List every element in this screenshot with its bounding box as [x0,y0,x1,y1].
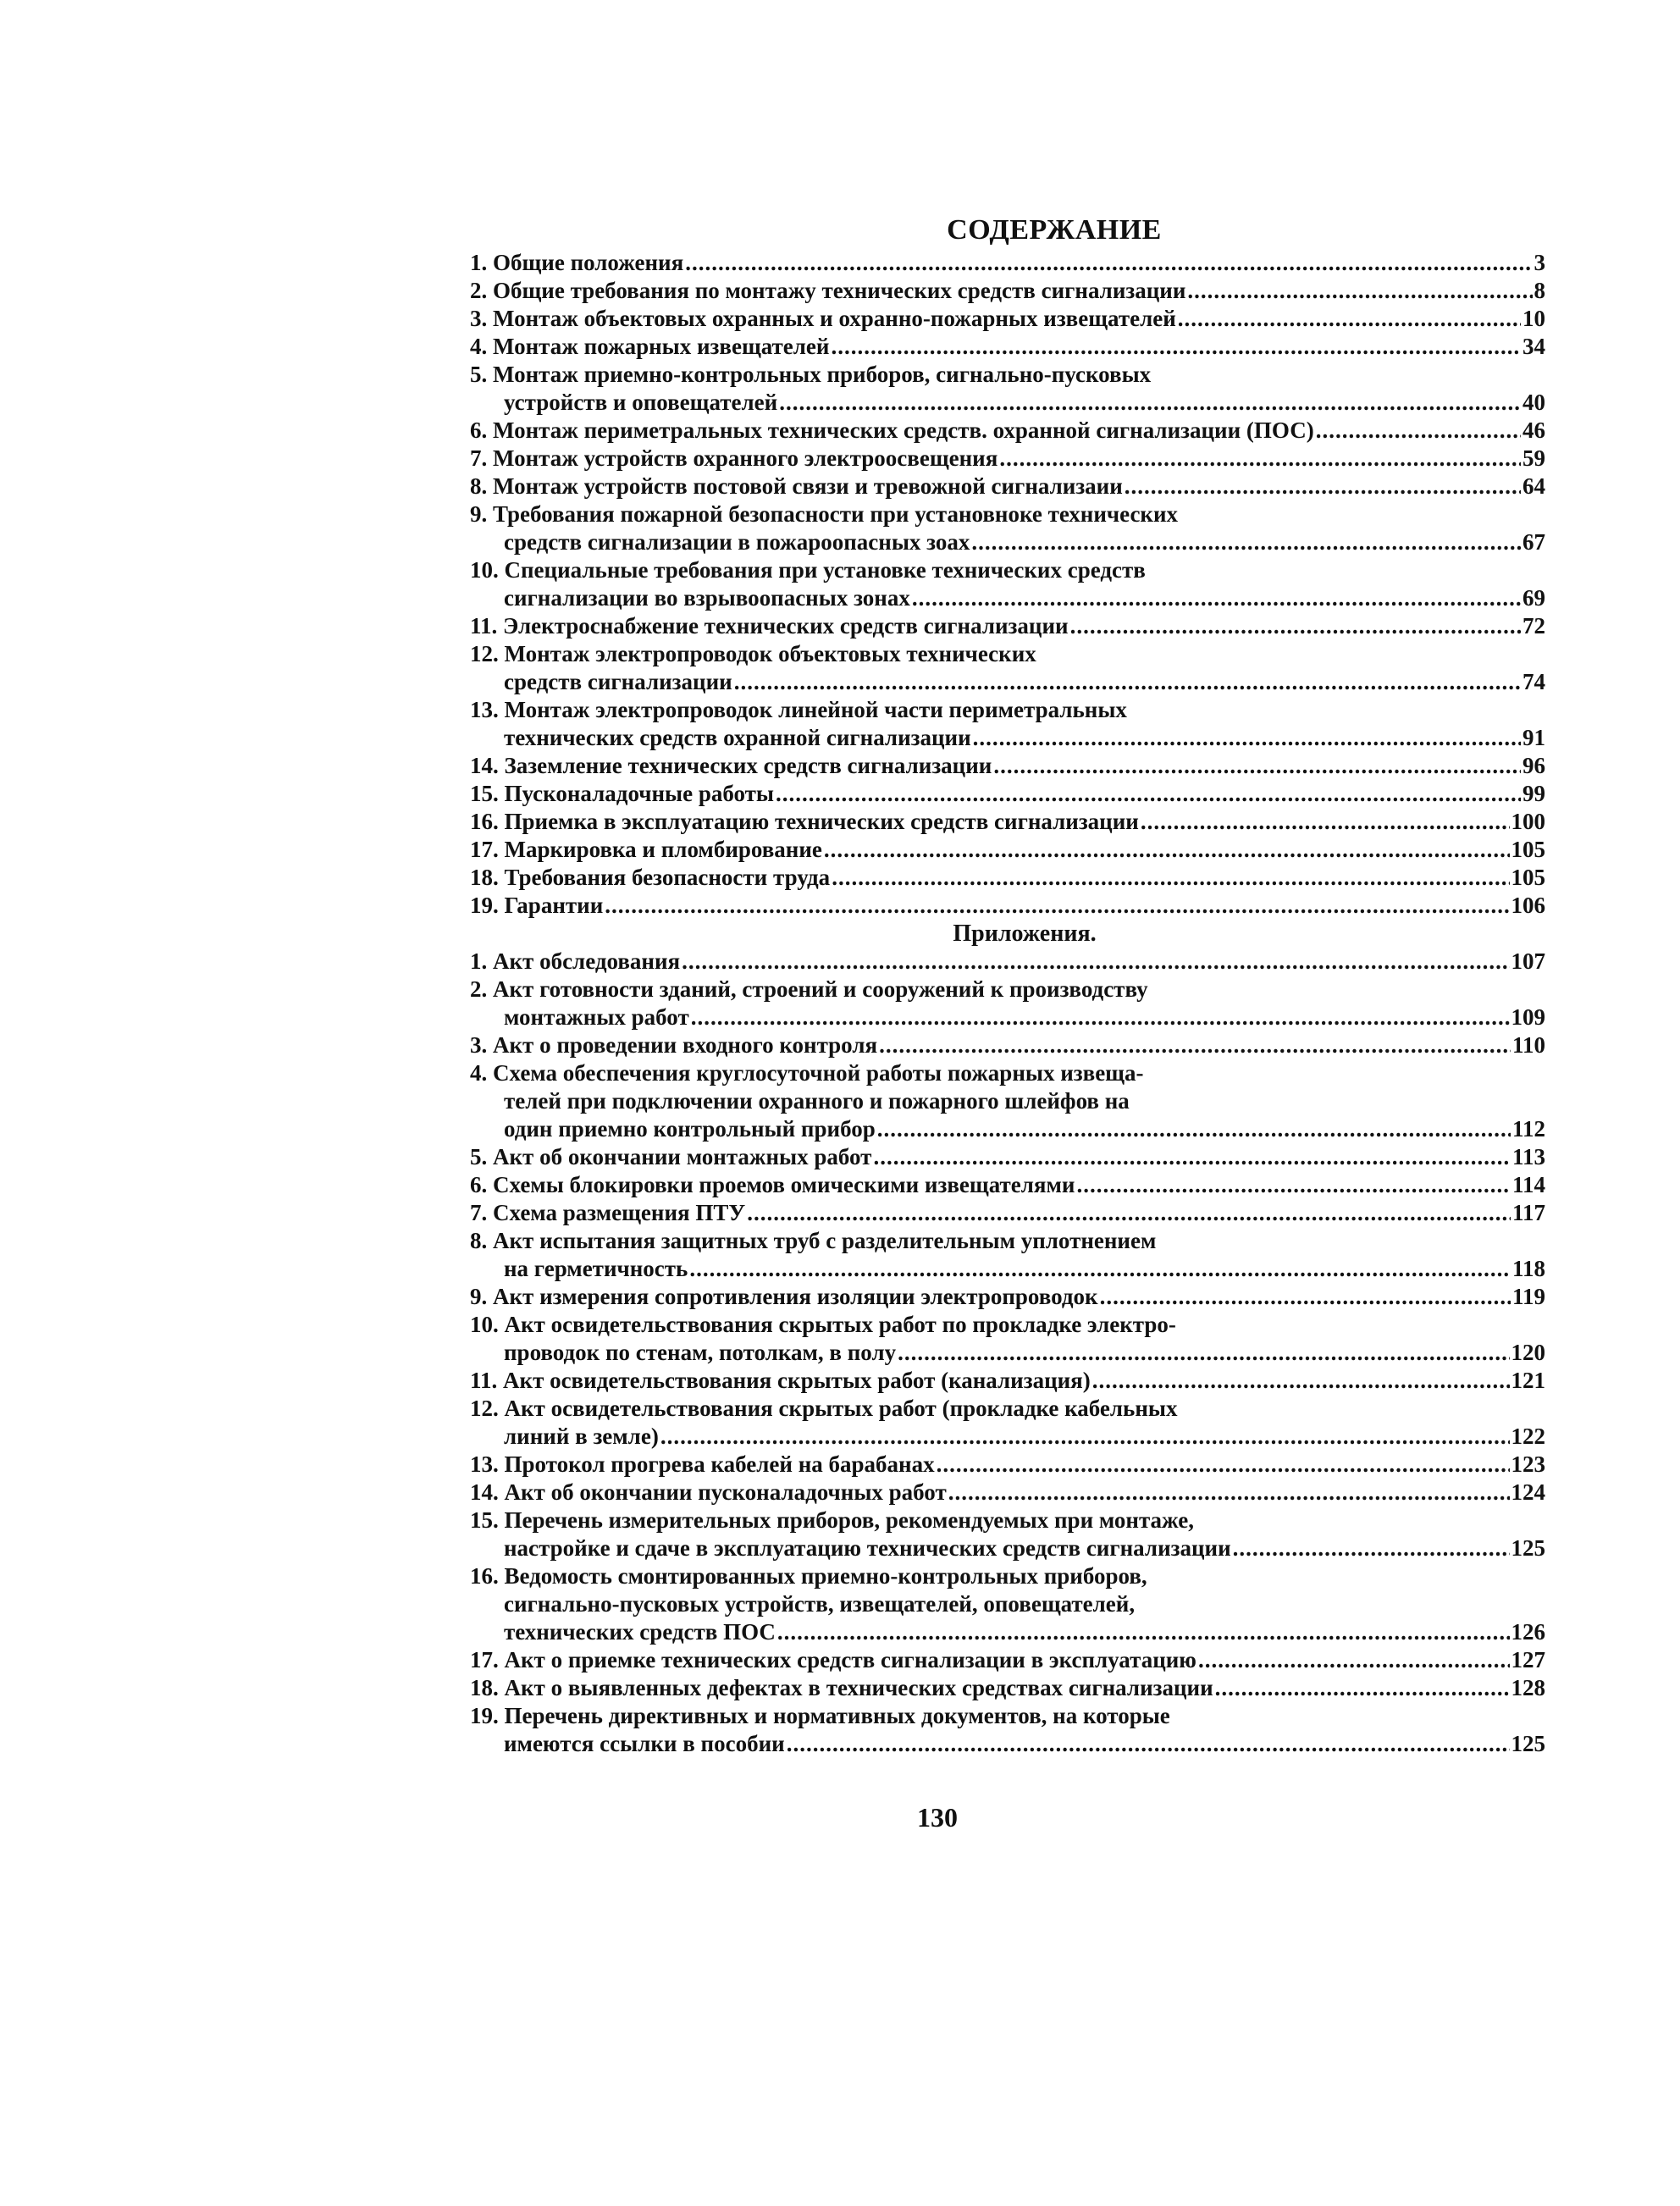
toc-entry [470,1507,1545,1562]
toc-entry-page: 107 [1511,948,1545,974]
toc-leader-dots [685,249,1532,277]
toc-entry-page: 128 [1511,1675,1545,1700]
toc-entry-line [470,1199,1545,1227]
toc-entry-line [470,612,1545,640]
toc-entry-page: 125 [1511,1731,1545,1756]
toc-entry-line [470,333,1545,361]
toc-entry-title: 8. Монтаж устройств постовой связи и тревожной сигнализаии [470,473,1123,499]
toc-leader-dots [787,1730,1510,1758]
toc-leader-dots [1316,417,1521,445]
toc-entry-page: 113 [1511,1144,1545,1169]
toc-entry-page: 119 [1511,1284,1545,1309]
toc-leader-dots [1100,1283,1511,1311]
toc-entry [470,640,1545,696]
toc-entry [470,836,1545,864]
toc-entry-title: 1. Акт обследования [470,948,681,974]
toc-entry-title: настройке и сдаче в эксплуатацию технических средств сигнализации [504,1535,1231,1561]
toc-entry [470,696,1545,752]
toc-entry-page: 124 [1511,1479,1545,1505]
toc-leader-dots [1178,305,1521,333]
toc-entry [470,780,1545,808]
toc-entry [470,1283,1545,1311]
toc-entry-title: 4. Монтаж пожарных извещателей [470,334,830,359]
toc-entry-line [470,1171,1545,1199]
toc-leader-dots [1076,1171,1511,1199]
toc-heading: СОДЕРЖАНИЕ [947,214,1162,246]
toc-entry-page: 100 [1511,809,1545,834]
toc-entry-line [470,1115,1545,1143]
toc-leader-dots [1198,1646,1510,1674]
toc-leader-dots [832,864,1509,892]
toc-entry [470,445,1545,473]
toc-entry-line [470,1339,1545,1367]
toc-entry-line [470,808,1545,836]
toc-entry [470,277,1545,305]
toc-entry-title: средств сигнализации в пожароопасных зоах [504,529,970,555]
toc-entry [470,612,1545,640]
toc-entry-line [470,1590,1545,1618]
toc-entry-title: 7. Монтаж устройств охранного электроосвещения [470,445,998,471]
toc-entry-line [470,1646,1545,1674]
toc-entry-page: 112 [1511,1116,1545,1142]
toc-entry-title: 4. Схема обеспечения круглосуточной работы пожарных извеща- [470,1060,1144,1086]
toc-entry-title: монтажных работ [504,1004,689,1030]
toc-entry-page: 64 [1522,473,1545,499]
toc-entry-title: сигнально-пусковых устройств, извещателей, оповещателей, [504,1591,1136,1617]
toc-entry-page: 46 [1522,417,1545,443]
toc-entry-line [470,1395,1545,1423]
toc-entry-line [470,752,1545,780]
toc-entry-title: сигнализации во взрывоопасных зонах [504,585,910,611]
toc-entry-title: телей при подключении охранного и пожарного шлейфов на [504,1088,1130,1114]
toc-entry [470,1143,1545,1171]
toc-entry-line [470,445,1545,473]
toc-entry-title: 14. Акт об окончании пусконаладочных работ [470,1479,947,1505]
toc-leader-dots [993,752,1521,780]
toc-entry-title: устройств и оповещателей [504,390,778,415]
toc-entry-page: 114 [1511,1172,1545,1197]
toc-leader-dots [1233,1534,1510,1562]
toc-entry-title: проводок по стенам, потолкам, в полу [504,1340,897,1365]
toc-entry-title: 17. Акт о приемке технических средств сигнализации в эксплуатацию [470,1647,1196,1672]
toc-entry-title: 15. Пусконаладочные работы [470,781,775,806]
toc-entry-title: 9. Требования пожарной безопасности при установноке технических [470,501,1179,527]
toc-entry [470,1674,1545,1702]
toc-leader-dots [831,333,1521,361]
toc-entry-page: 96 [1522,753,1545,778]
toc-entry [470,417,1545,445]
toc-entry-page: 3 [1534,250,1545,275]
toc-entry-line [470,417,1545,445]
toc-entry-line [470,277,1545,305]
toc-leader-dots [973,724,1521,752]
toc-entry-page: 123 [1511,1451,1545,1477]
toc-entry [470,305,1545,333]
toc-entry-title: технических средств охранной сигнализации [504,725,971,750]
toc-entry-line [470,1507,1545,1534]
toc-entry-line [470,1367,1545,1395]
toc-entry [470,333,1545,361]
toc-leader-dots [605,892,1509,920]
toc-entry [470,1367,1545,1395]
toc-entry-title: 12. Монтаж электропроводок объектовых технических [470,641,1036,666]
toc-entry-title: 5. Монтаж приемно-контрольных приборов, сигнально-пусковых [470,362,1152,387]
toc-entry-title: 3. Монтаж объектовых охранных и охранно-пожарных извещателей [470,306,1176,331]
toc-leader-dots [824,836,1510,864]
toc-entry [470,1171,1545,1199]
toc-entry-line [470,836,1545,864]
toc-entry-title: 19. Гарантии [470,893,604,918]
toc-leader-dots [682,948,1509,976]
toc-leader-dots [937,1451,1510,1479]
toc-leader-dots [1141,808,1510,836]
toc-entry-title: 10. Специальные требования при установке технических средств [470,557,1146,583]
toc-entry-title: 1. Общие положения [470,250,684,275]
toc-entry-title: 11. Акт освидетельствования скрытых работ (канализация) [470,1368,1091,1393]
toc-entry [470,1395,1545,1451]
toc-leader-dots [879,1031,1511,1059]
toc-entry-title: 2. Акт готовности зданий, строений и сооружений к производству [470,976,1148,1002]
toc-entry [470,1059,1545,1143]
toc-entry-line [470,1702,1545,1730]
toc-leader-dots [779,389,1521,417]
toc-entry-line [470,724,1545,752]
toc-leader-dots [1125,473,1521,500]
toc-entry-page: 59 [1522,445,1545,471]
table-of-contents [470,212,1545,1758]
toc-main-list [470,249,1545,920]
toc-entry-title: на герметичность [504,1256,688,1281]
toc-entry-title: 13. Монтаж электропроводок линейной части периметральных [470,697,1127,722]
toc-entry-page: 34 [1522,334,1545,359]
appendix-heading: Приложения. [953,921,1097,947]
toc-entry-title: средств сигнализации [504,669,732,694]
toc-entry-title: 6. Монтаж периметральных технических средств. охранной сигнализации (ПОС) [470,417,1314,443]
toc-entry [470,1451,1545,1479]
toc-entry-title: 14. Заземление технических средств сигнализации [470,753,992,778]
toc-entry-title: 12. Акт освидетельствования скрытых работ (прокладке кабельных [470,1396,1178,1421]
toc-entry-title: 16. Ведомость смонтированных приемно-контрольных приборов, [470,1563,1147,1589]
toc-entry-line [470,1674,1545,1702]
toc-entry-page: 120 [1511,1340,1545,1365]
toc-leader-dots [1215,1674,1510,1702]
toc-leader-dots [734,668,1521,696]
toc-entry-line [470,500,1545,528]
toc-entry [470,1646,1545,1674]
toc-entry-line [470,1059,1545,1087]
toc-entry [470,1702,1545,1758]
toc-entry-title: имеются ссылки в пособии [504,1731,785,1756]
toc-entry [470,1031,1545,1059]
toc-entry-line [470,1618,1545,1646]
toc-entry-line [470,1534,1545,1562]
toc-entry-line [470,780,1545,808]
toc-leader-dots [873,1143,1511,1171]
toc-entry-line [470,976,1545,1003]
toc-entry-page: 122 [1511,1424,1545,1449]
toc-entry-line [470,1730,1545,1758]
toc-entry-line [470,948,1545,976]
toc-leader-dots [691,1003,1510,1031]
toc-leader-dots [877,1115,1511,1143]
toc-entry-page: 126 [1511,1619,1545,1645]
toc-entry-line [470,473,1545,500]
toc-entry-page: 8 [1534,278,1545,303]
toc-entry-title: линий в земле) [504,1424,659,1449]
toc-leader-dots [1070,612,1521,640]
toc-entry-page: 67 [1522,529,1545,555]
toc-entry-title: 18. Акт о выявленных дефектах в технических средствах сигнализации [470,1675,1213,1700]
toc-entry [470,948,1545,976]
toc-entry-line [470,1423,1545,1451]
toc-entry-line [470,305,1545,333]
toc-entry-page: 10 [1522,306,1545,331]
toc-entry-line [470,528,1545,556]
toc-entry-line [470,668,1545,696]
toc-entry-line [470,556,1545,584]
toc-entry-line [470,640,1545,668]
toc-entry-title: 9. Акт измерения сопротивления изоляции электропроводок [470,1284,1098,1309]
toc-entry-line [470,389,1545,417]
toc-leader-dots [912,584,1521,612]
toc-leader-dots [1092,1367,1510,1395]
toc-entry-page: 118 [1511,1256,1545,1281]
toc-entry-title: 19. Перечень директивных и нормативных документов, на которые [470,1703,1170,1728]
page-number: 130 [917,1802,958,1833]
toc-entry-title: 5. Акт об окончании монтажных работ [470,1144,872,1169]
toc-entry-title: 13. Протокол прогрева кабелей на барабанах [470,1451,935,1477]
toc-entry-title: 2. Общие требования по монтажу технических средств сигнализации [470,278,1186,303]
toc-entry-line [470,1451,1545,1479]
toc-entry-title: 11. Электроснабжение технических средств сигнализации [470,613,1069,639]
toc-entry-page: 110 [1511,1032,1545,1058]
toc-entry [470,1227,1545,1283]
toc-entry [470,473,1545,500]
toc-entry-title: 7. Схема размещения ПТУ [470,1200,746,1225]
toc-entry-line [470,1283,1545,1311]
toc-leader-dots [776,780,1521,808]
toc-entry-page: 127 [1511,1647,1545,1672]
toc-entry-line [470,1087,1545,1115]
toc-entry-line [470,1479,1545,1507]
toc-entry [470,892,1545,920]
toc-entry-page: 105 [1511,865,1545,890]
toc-leader-dots [689,1255,1511,1283]
toc-entry-page: 72 [1522,613,1545,639]
toc-entry-page: 125 [1511,1535,1545,1561]
toc-entry-line [470,864,1545,892]
toc-entry [470,500,1545,556]
toc-entry-title: 16. Приемка в эксплуатацию технических средств сигнализации [470,809,1139,834]
toc-entry-title: один приемно контрольный прибор [504,1116,876,1142]
toc-entry [470,752,1545,780]
toc-entry-title: 10. Акт освидетельствования скрытых работ по прокладке электро- [470,1312,1176,1337]
toc-leader-dots [948,1479,1510,1507]
toc-entry [470,1199,1545,1227]
toc-entry-page: 91 [1522,725,1545,750]
toc-entry [470,1562,1545,1646]
toc-leader-dots [777,1618,1510,1646]
toc-entry [470,1311,1545,1367]
toc-entry-line [470,1227,1545,1255]
toc-leader-dots [999,445,1521,473]
toc-entry-line [470,1143,1545,1171]
toc-entry-line [470,1003,1545,1031]
toc-entry-page: 74 [1522,669,1545,694]
toc-entry-page: 69 [1522,585,1545,611]
toc-leader-dots [747,1199,1511,1227]
toc-entry-title: 15. Перечень измерительных приборов, рекомендуемых при монтаже, [470,1507,1195,1533]
toc-entry-title: 17. Маркировка и пломбирование [470,837,822,862]
toc-leader-dots [660,1423,1510,1451]
toc-entry [470,249,1545,277]
toc-entry-title: 6. Схемы блокировки проемов омическими извещателями [470,1172,1075,1197]
toc-entry [470,976,1545,1031]
toc-entry-line [470,1311,1545,1339]
toc-entry-line [470,696,1545,724]
toc-appendix-list [470,948,1545,1758]
toc-entry [470,808,1545,836]
toc-entry-page: 121 [1511,1368,1545,1393]
toc-entry-line [470,361,1545,389]
toc-entry-page: 40 [1522,390,1545,415]
toc-leader-dots [1187,277,1532,305]
toc-entry-title: 18. Требования безопасности труда [470,865,831,890]
toc-entry-page: 117 [1511,1200,1545,1225]
toc-entry-line [470,584,1545,612]
toc-entry-line [470,892,1545,920]
toc-entry-line [470,249,1545,277]
toc-entry [470,1479,1545,1507]
toc-entry-line [470,1255,1545,1283]
toc-entry-page: 105 [1511,837,1545,862]
toc-leader-dots [898,1339,1509,1367]
toc-entry-title: технических средств ПОС [504,1619,776,1645]
toc-entry-title: 8. Акт испытания защитных труб с разделительным уплотнением [470,1228,1157,1253]
toc-entry-line [470,1031,1545,1059]
toc-entry-line [470,1562,1545,1590]
toc-entry-page: 99 [1522,781,1545,806]
toc-entry-page: 109 [1511,1004,1545,1030]
toc-entry [470,556,1545,612]
toc-entry [470,864,1545,892]
toc-entry-page: 106 [1511,893,1545,918]
toc-entry [470,361,1545,417]
toc-entry-title: 3. Акт о проведении входного контроля [470,1032,878,1058]
toc-leader-dots [971,528,1521,556]
